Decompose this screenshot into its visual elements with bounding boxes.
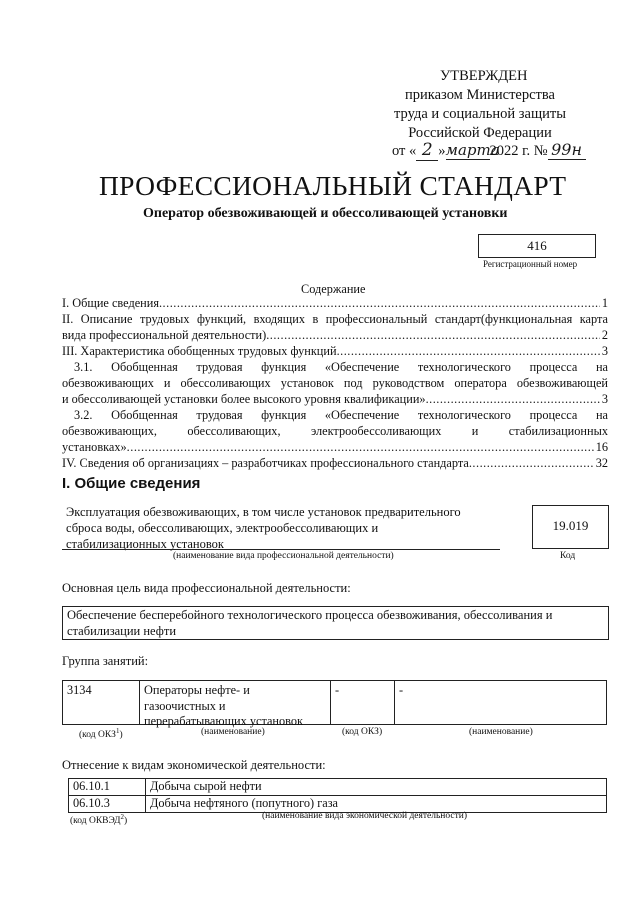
econ-name-cell: Добыча сырой нефти <box>145 778 607 796</box>
toc-item[interactable]: IV. Сведения об организациях – разработчиках профессионального стандарта ..... 32 <box>62 455 608 471</box>
date-year: 2022 г. № <box>489 143 548 159</box>
econ-caption-name: (наименование вида экономической деятельности) <box>262 811 467 821</box>
toc-item-line: 3.1. Обобщенная трудовая функция «Обеспечение технологического процесса на <box>74 360 608 374</box>
date-number: 99н <box>548 140 586 160</box>
group-name-cell: Операторы нефте- и газоочистных и перерабатывающих установок <box>139 680 331 725</box>
activity-caption: (наименование вида профессиональной деятельности) <box>173 551 394 561</box>
toc-item-line: обезвоживающих и обессоливающих установок под руководством оператора обезвоживающей <box>62 376 608 390</box>
date-mid: » <box>438 143 446 159</box>
table-of-contents <box>62 295 608 471</box>
econ-caption-code: (код ОКВЭД$^2$) <box>70 813 128 827</box>
toc-heading: Содержание <box>301 282 366 296</box>
econ-name-cell: Добыча нефтяного (попутного) газа <box>145 795 607 813</box>
activity-code: 19.019 <box>552 518 589 533</box>
econ-code-cell: 06.10.1 <box>68 778 146 796</box>
toc-item-line: 3.2. Обобщенная трудовая функция «Обеспечение технологического процесса на <box>74 408 608 422</box>
toc-item[interactable]: установках» ..... 16 <box>62 439 608 455</box>
goal-label: Основная цель вида профессиональной деятельности: <box>62 581 351 595</box>
section-heading: I. Общие сведения <box>62 475 201 492</box>
toc-item[interactable]: I. Общие сведения ..... 1 <box>62 295 608 311</box>
date-day: 2 <box>416 140 438 161</box>
date-month: марта <box>445 141 500 159</box>
page-subtitle: Оператор обезвоживающей и обессоливающей установки <box>143 206 508 221</box>
econ-label: Отнесение к видам экономической деятельности: <box>62 758 326 772</box>
toc-item[interactable]: вида профессиональной деятельности) ..... 2 <box>62 327 608 343</box>
group-label: Группа занятий: <box>62 654 149 668</box>
goal-text: Обеспечение бесперебойного технологического процесса обезвоживания, обессоливания и стабилизации нефти <box>67 608 553 638</box>
approval-date <box>392 140 586 161</box>
page-title: ПРОФЕССИОНАЛЬНЫЙ СТАНДАРТ <box>99 170 567 201</box>
approval-order: приказом Министерства <box>405 87 555 103</box>
approval-country: Российской Федерации <box>408 125 552 141</box>
group-caption-name2: (наименование) <box>469 727 533 737</box>
group-code2-cell: - <box>330 680 395 725</box>
group-caption-code2: (код ОКЗ) <box>342 727 383 737</box>
registration-number-box: 416 <box>478 234 596 258</box>
toc-item-line: обезвоживающих, обессоливающих, электрообессоливающих и стабилизационных <box>62 424 608 438</box>
toc-item-line: II. Описание трудовых функций, входящих в профессиональный стандарт(функциональная карта <box>62 312 608 326</box>
date-prefix: от « <box>392 143 417 159</box>
activity-name: Эксплуатация обезвоживающих, в том числе установок предварительного сброса воды, обессоливающих, электрообессоливающих и стабилизационных установок <box>66 505 461 551</box>
econ-code-cell: 06.10.3 <box>68 795 146 813</box>
approval-title: УТВЕРЖДЕН <box>440 68 528 84</box>
group-code-cell: 3134 <box>62 680 140 725</box>
toc-item[interactable]: и обессоливающей установки более высокого уровня квалификации» ..... 3 <box>62 391 608 407</box>
activity-underline <box>62 549 500 550</box>
group-name2-cell: - <box>394 680 607 725</box>
toc-item[interactable]: III. Характеристика обобщенных трудовых функций ..... 3 <box>62 343 608 359</box>
group-caption-code: (код ОКЗ$^1$) <box>79 727 123 741</box>
registration-number-label: Регистрационный номер <box>483 259 578 269</box>
code-caption: Код <box>560 551 576 561</box>
group-caption-name: (наименование) <box>201 727 265 737</box>
approval-ministry: труда и социальной защиты <box>394 106 566 122</box>
